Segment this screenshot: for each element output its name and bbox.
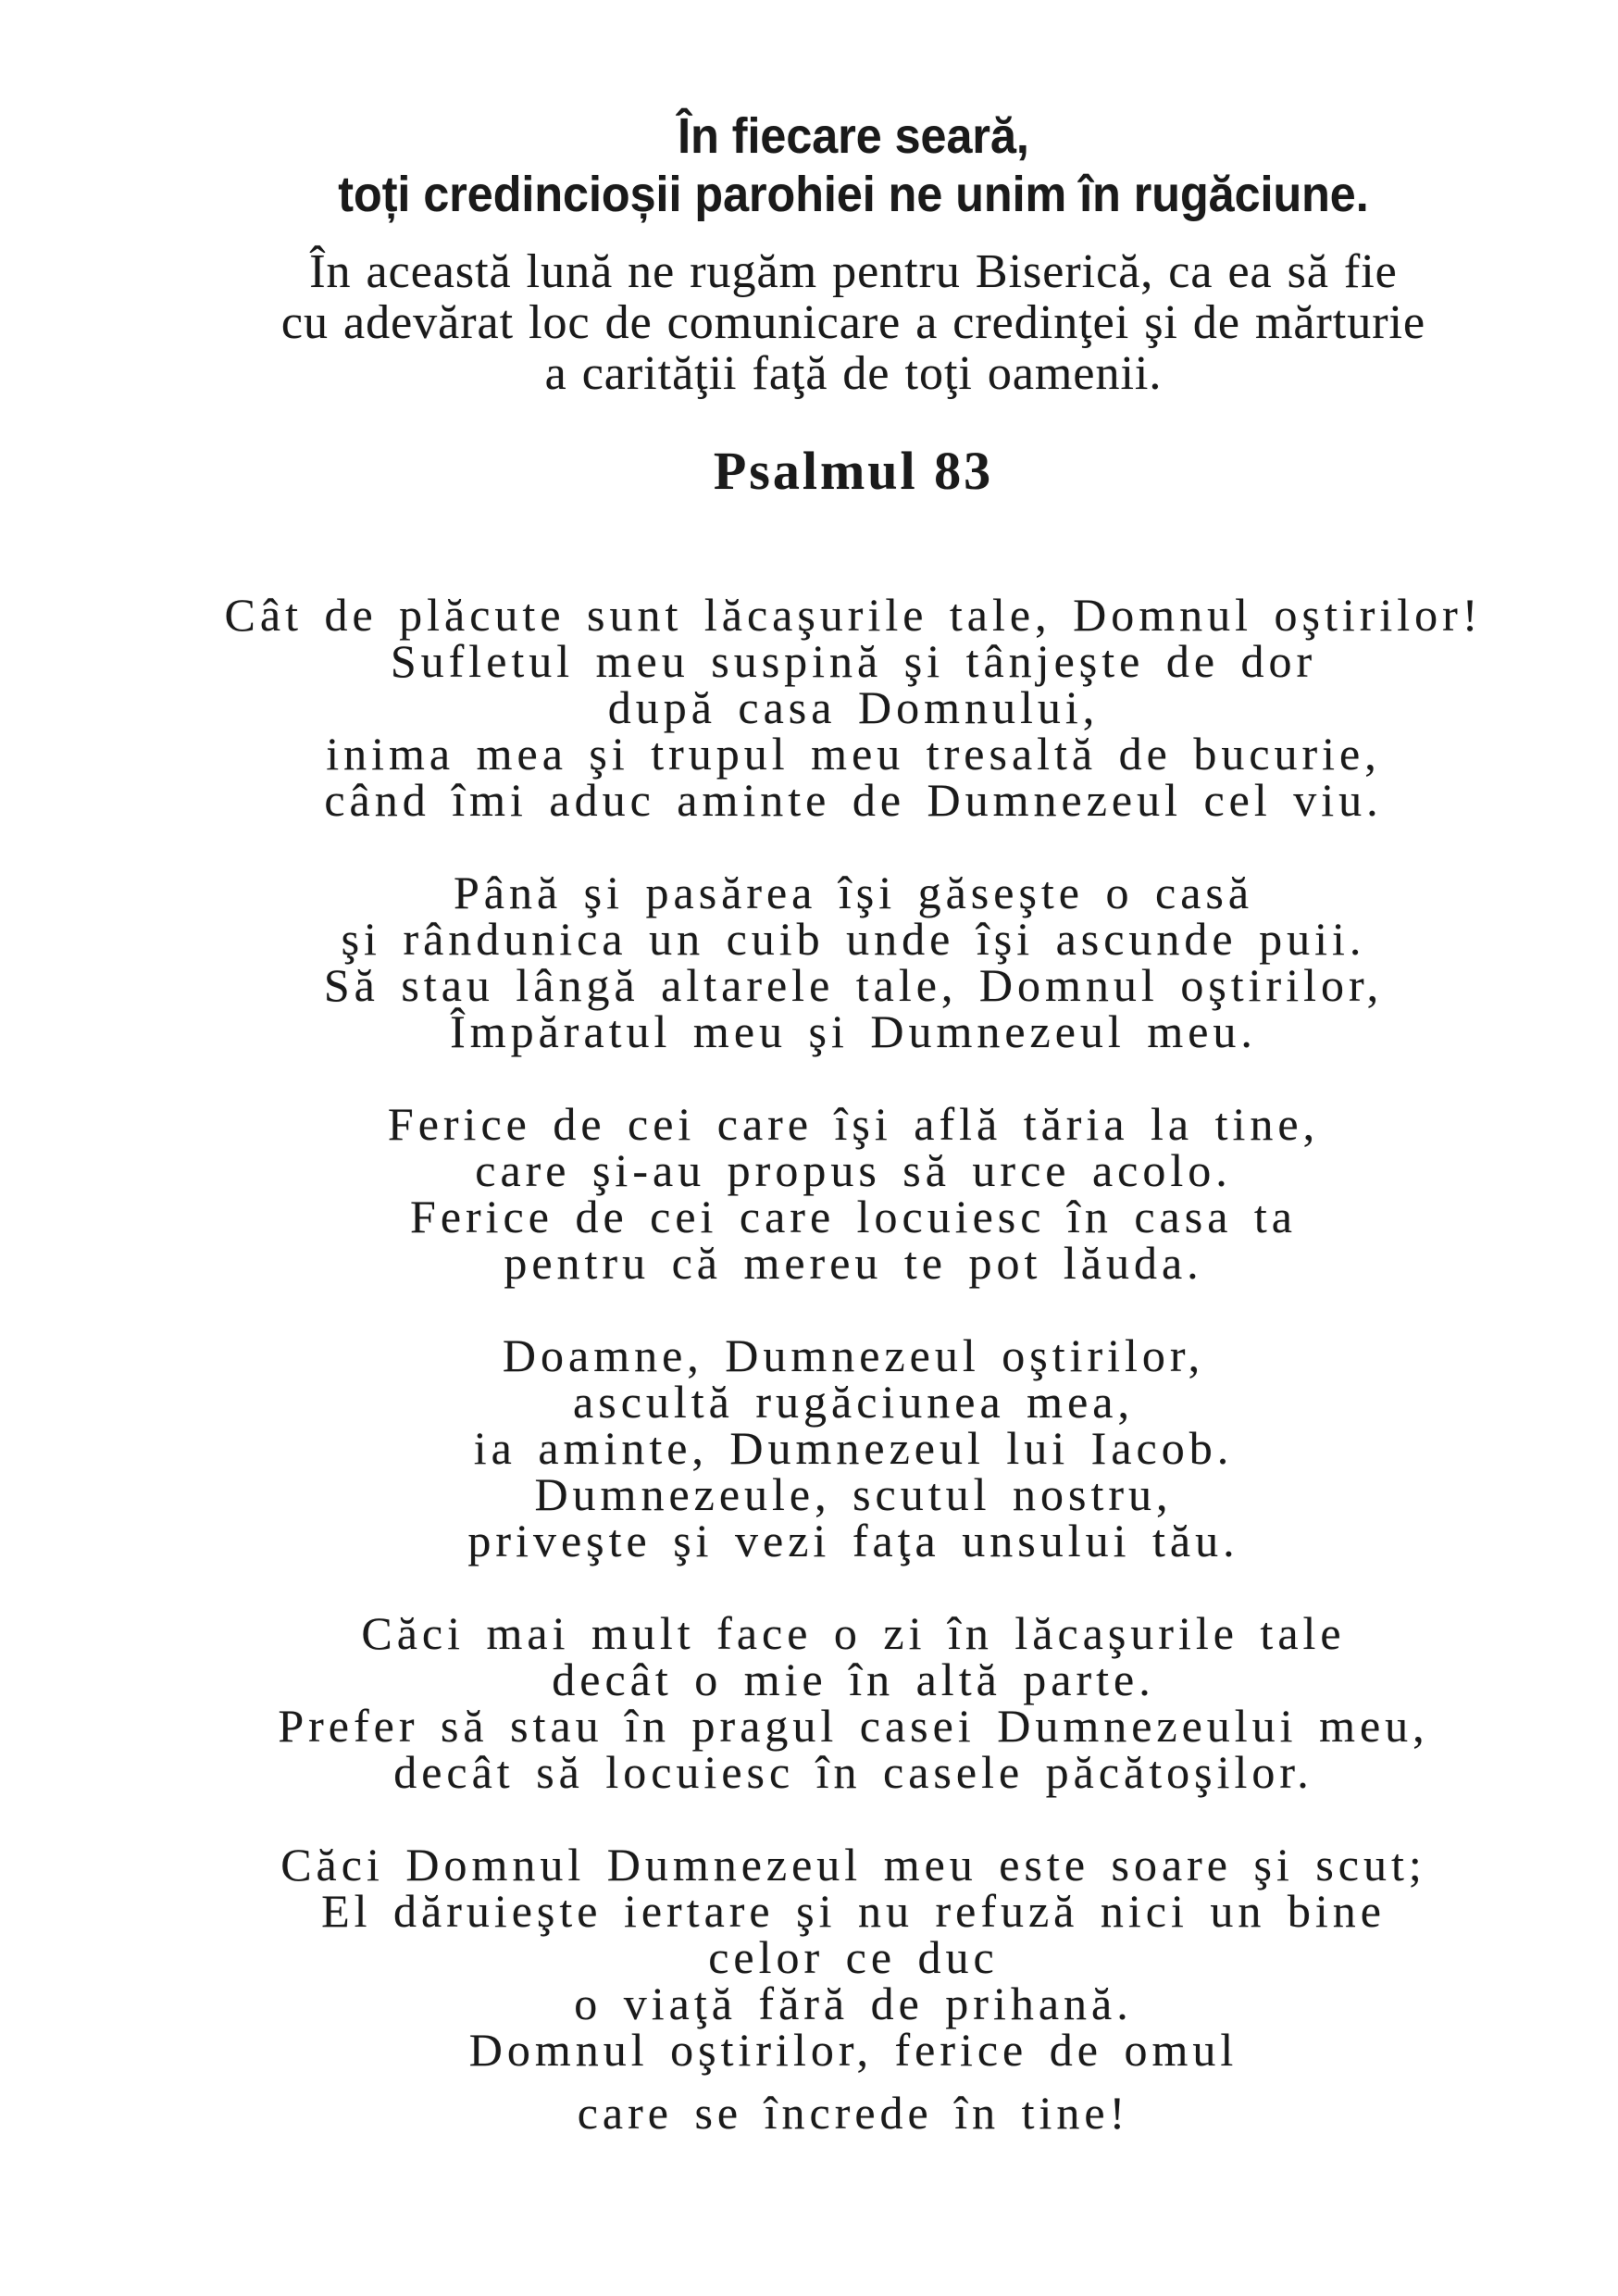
psalm-line: El dăruieşte iertare şi nu refuză nici un bine — [321, 1885, 1386, 1937]
psalm-line: Împăratul meu şi Dumnezeul meu. — [450, 1005, 1257, 1057]
psalm-stanza-2 — [44, 867, 1618, 1057]
psalm-line: ia aminte, Dumnezeul lui Iacob. — [473, 1422, 1234, 1474]
psalm-line: Până şi pasărea îşi găseşte o casă — [453, 867, 1254, 918]
intro-line: cu adevărat loc de comunicare a credinţei şi de mărturie — [280, 296, 1426, 349]
intro-line: În această lună ne rugăm pentru Biserică, ca ea să fie — [309, 245, 1398, 298]
psalm-title: Psalmul 83 — [713, 441, 994, 501]
psalm-line: Ferice de cei care îşi află tăria la tine, — [387, 1098, 1320, 1150]
psalm-line: Ferice de cei care locuiesc în casa ta — [410, 1191, 1297, 1242]
psalm-line: Căci Domnul Dumnezeul meu este soare şi scut; — [280, 1839, 1426, 1890]
header-title-line-1: În fiecare seară, — [678, 108, 1029, 164]
header-title-line-2: toți credincioșii parohiei ne unim în rugăciune. — [338, 167, 1369, 222]
psalm-line: Cât de plăcute sunt lăcaşurile tale, Domnul oştirilor! — [224, 589, 1483, 641]
psalm-stanza-6 — [44, 1839, 1618, 2139]
psalm-line: Dumnezeule, scutul nostru, — [534, 1468, 1173, 1520]
psalm-stanza-1 — [44, 589, 1618, 826]
psalm-line: ascultă rugăciunea mea, — [573, 1376, 1134, 1428]
psalm-stanza-5 — [44, 1607, 1618, 1798]
intro-line: a carităţii faţă de toţi oamenii. — [544, 347, 1163, 400]
psalm-line: Căci mai mult face o zi în lăcaşurile tale — [361, 1607, 1346, 1659]
psalm-stanza-3 — [44, 1098, 1618, 1289]
header-title — [101, 107, 1606, 224]
page-content — [44, 0, 1618, 2139]
psalm-line: când îmi aduc aminte de Dumnezeul cel viu. — [324, 774, 1383, 826]
psalm-line: o viaţă fără de prihană. — [574, 1978, 1133, 2029]
psalm-line: inima mea şi trupul meu tresaltă de bucurie, — [326, 728, 1381, 780]
psalm-line: Sufletul meu suspină şi tânjeşte de dor — [390, 635, 1317, 687]
psalm-line: Să stau lângă altarele tale, Domnul oştirilor, — [323, 959, 1384, 1011]
psalm-line: decât să locuiesc în casele păcătoşilor. — [393, 1746, 1313, 1798]
psalm-line: Prefer să stau în pragul casei Dumnezeului meu, — [278, 1700, 1429, 1752]
psalm-line: Domnul oştirilor, ferice de omul — [468, 2024, 1238, 2076]
psalm-line: priveşte şi vezi faţa unsului tău. — [467, 1515, 1239, 1566]
psalm-line: după casa Domnului, — [607, 681, 1100, 733]
psalm-line: celor ce duc — [708, 1931, 999, 1983]
psalm-body — [44, 589, 1618, 2139]
psalm-line: pentru că mereu te pot lăuda. — [504, 1237, 1203, 1289]
psalm-line: care se încrede în tine! — [577, 2087, 1130, 2139]
intro-paragraph — [44, 246, 1618, 399]
psalm-line: care şi-au propus să urce acolo. — [475, 1144, 1232, 1196]
psalm-line: şi rândunica un cuib unde îşi ascunde puii. — [341, 913, 1366, 965]
psalm-line: decât o mie în altă parte. — [552, 1653, 1155, 1705]
psalm-line: Doamne, Dumnezeul oştirilor, — [502, 1329, 1205, 1381]
psalm-stanza-4 — [44, 1329, 1618, 1566]
